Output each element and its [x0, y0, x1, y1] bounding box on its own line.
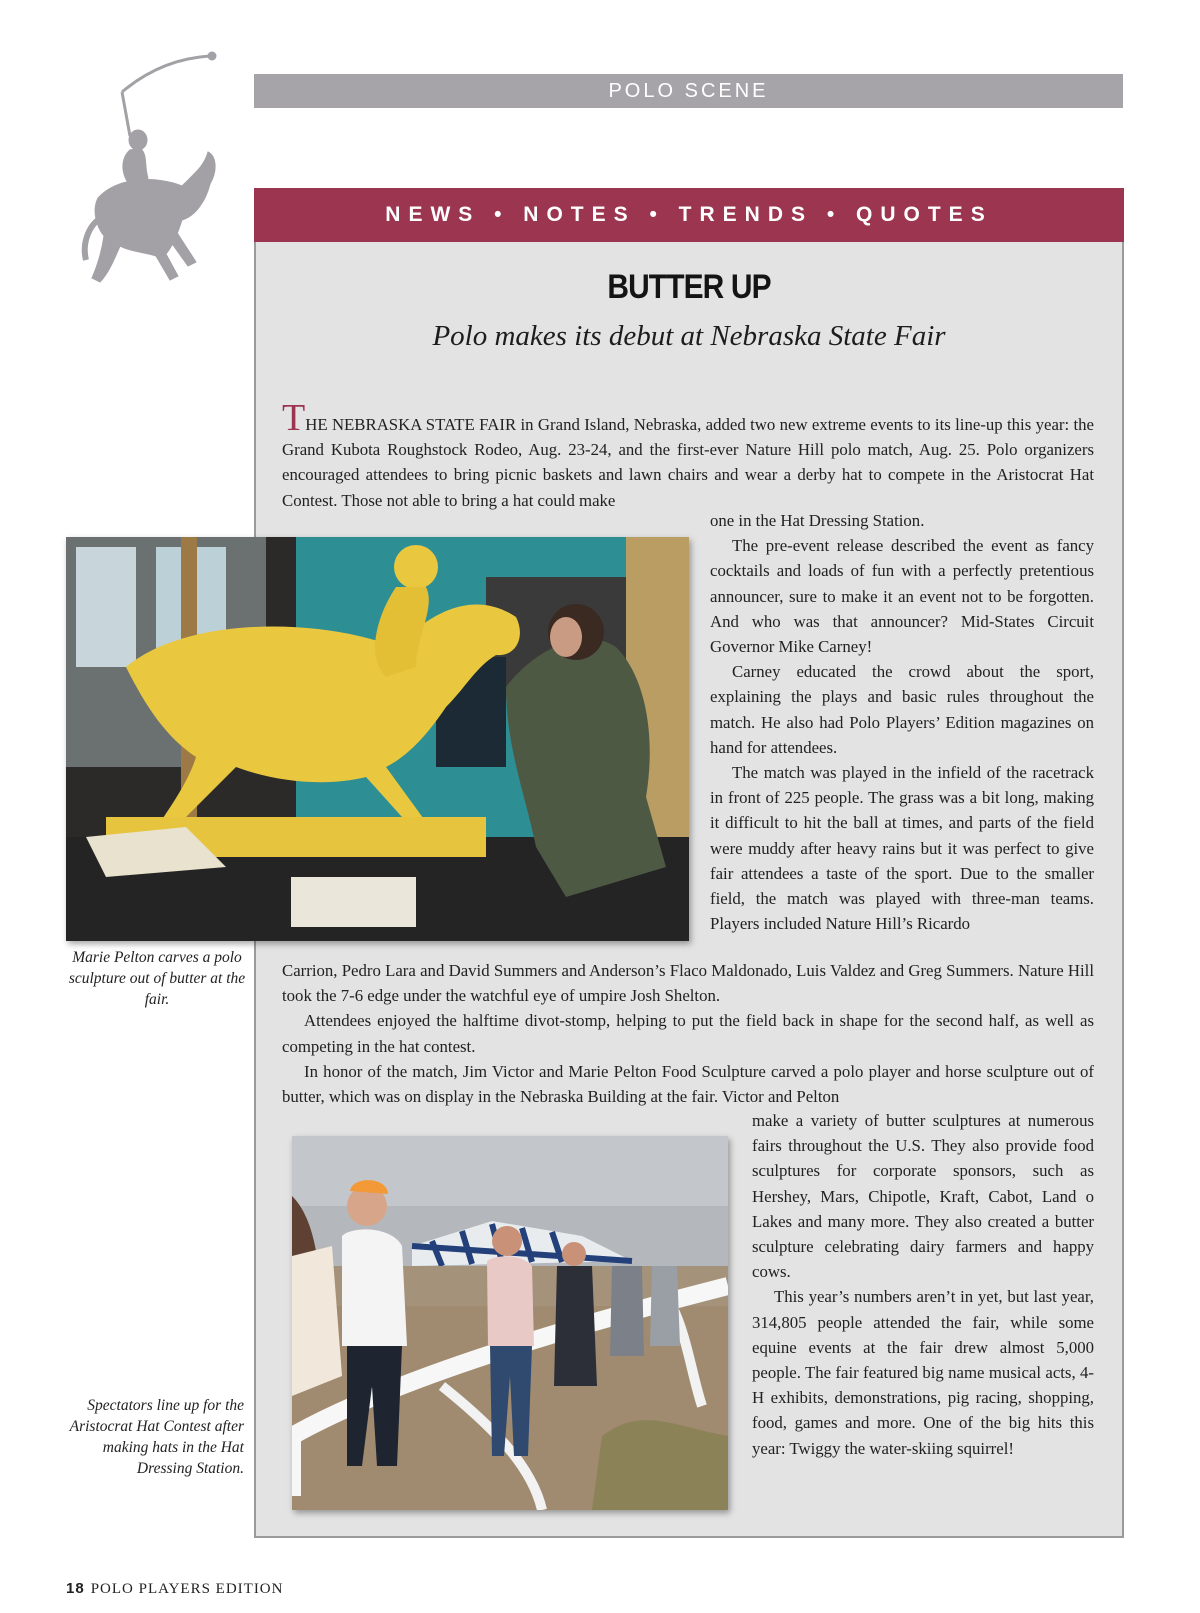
right-column-2	[752, 1108, 1094, 1461]
page-number: 18	[66, 1580, 85, 1597]
article-paragraph-6: In honor of the match, Jim Victor and Marie Pelton Food Sculpture carved a polo player and horse sculpture out of butter, which was on display in the Nebraska Building at the fair. Victor and Pelton	[282, 1061, 1094, 1107]
drop-cap: T	[282, 397, 306, 439]
article-paragraph-5: Attendees enjoyed the halftime divot-stomp, helping to put the field back in shape for the second half, as well as competing in the hat contest.	[282, 1011, 1094, 1056]
section-label: POLO SCENE	[254, 74, 1123, 108]
article-paragraph-4: The match was played in the infield of the racetrack in front of 225 people. The grass was a bit long, making it difficult to hit the ball at times, and parts of the field were muddy after heavy rains but it was perfect to give fair attendees a taste of the sport. Due to the smaller field, the match was played with three-man teams. Players included Nature Hill’s Ricardo	[710, 763, 1094, 934]
paragraph-1-tail: one in the Hat Dressing Station.	[710, 511, 925, 530]
butter-sculpture-photo	[66, 537, 689, 941]
page-footer	[66, 1580, 283, 1598]
polo-player-logo	[78, 48, 228, 298]
article-paragraph-2: The pre-event release described the event as fancy cocktails and loads of fun with a perfectly pretentious announcer, sure to make it an event not to be forgotten. And who was that announcer? Mid-States Circuit Governor Mike Carney!	[710, 536, 1094, 657]
photo-2-caption: Spectators line up for the Aristocrat Hat Contest after making hats in the Hat Dressing Station.	[69, 1397, 244, 1477]
paragraph-1-text: in Grand Island, Nebraska, added two new extreme events to its line-up this year: the Grand Kubota Roughstock Rodeo, Aug. 23-24, and the first-ever Nature Hill polo match, Aug. 25. Polo organizers encouraged attendees to bring picnic baskets and lawn chairs and wear a derby hat to compete in the Aristocrat Hat Contest. Those not able to bring a hat could make	[282, 415, 1094, 510]
lead-caps: HE NEBRASKA STATE FAIR	[305, 415, 517, 434]
article-paragraph-1	[282, 397, 1094, 513]
news-notes-banner: NEWS • NOTES • TRENDS • QUOTES	[254, 188, 1124, 242]
article-paragraph-3: Carney educated the crowd about the sport, explaining the plays and basic rules throughout the match. He also had Polo Players’ Edition magazines on hand for attendees.	[710, 662, 1094, 757]
article-headline: BUTTER UP	[607, 268, 771, 306]
article-subhead: Polo makes its debut at Nebraska State Fair	[432, 320, 946, 352]
right-column-1	[710, 508, 1094, 936]
spectators-photo	[292, 1136, 728, 1510]
publication-name: POLO PLAYERS EDITION	[90, 1581, 284, 1597]
photo-1-caption: Marie Pelton carves a polo sculpture out of butter at the fair.	[68, 949, 246, 1008]
middle-column	[282, 958, 1094, 1109]
paragraph-6-continued: make a variety of butter sculptures at numerous fairs throughout the U.S. They also provide food sculptures for corporate sponsors, such as Hershey, Mars, Chipotle, Kraft, Cabot, Land o Lakes and many more. They also created a butter sculpture celebrating dairy farmers and happy cows.	[752, 1111, 1094, 1282]
paragraph-4-continued: Carrion, Pedro Lara and David Summers and Anderson’s Flaco Maldonado, Luis Valdez and Greg Summers. Nature Hill took the 7-6 edge under the watchful eye of umpire Josh Shelton.	[282, 961, 1094, 1006]
article-paragraph-7: This year’s numbers aren’t in yet, but last year, 314,805 people attended the fair, while some equine events at the fair drew almost 5,000 people. The fair featured big name musical acts, 4-H exhibits, demonstrations, pig racing, shopping, food, games and more. One of the big hits this year: Twiggy the water-skiing squirrel!	[752, 1287, 1094, 1458]
